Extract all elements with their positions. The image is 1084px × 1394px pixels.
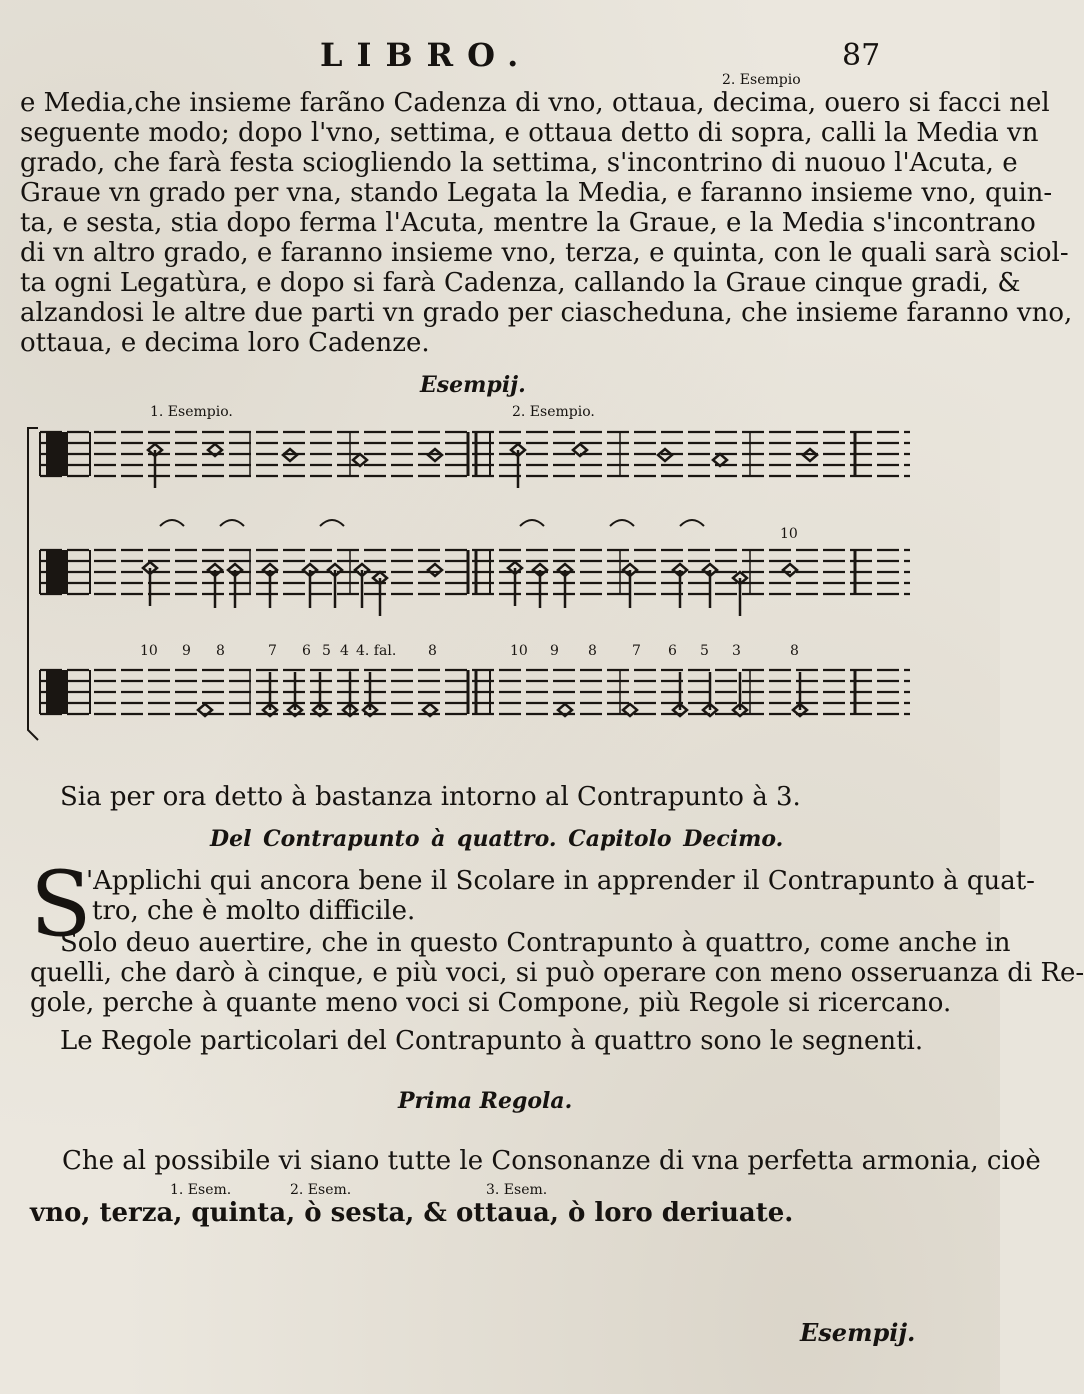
example-1-label: 1. Esempio. — [150, 404, 233, 420]
text-line: Graue vn grado per vna, stando Legata la Media, e faranno insieme vno, quin- — [20, 178, 1053, 208]
figure-number: 5 — [700, 643, 709, 659]
paragraph-3 — [30, 928, 1084, 1018]
text-line: gole, perche à quante meno voci si Compone, più Regole si ricercano. — [30, 988, 952, 1018]
running-title: LIBRO. — [320, 36, 533, 74]
clef-icon — [46, 670, 68, 714]
figure-number: 6 — [302, 643, 311, 659]
music-staff — [40, 550, 910, 594]
text-line: grado, che farà festa sciogliendo la settima, s'incontrino di nuouo l'Acuta, e — [20, 148, 1018, 178]
figure-number: 7 — [268, 643, 277, 659]
figure-top-number: 10 — [780, 526, 798, 542]
example-2-label: 2. Esempio. — [512, 404, 595, 420]
text-line: ta, e sesta, stia dopo ferma l'Acuta, mentre la Graue, e la Media s'incontrano — [20, 208, 1036, 238]
page-number: 87 — [842, 38, 881, 73]
figure-number: 8 — [588, 643, 597, 659]
rule-example-label: 1. Esem. — [170, 1182, 232, 1198]
figure-number: 10 — [140, 643, 158, 659]
text-line: ta ogni Legatùra, e dopo si farà Cadenza, callando la Graue cinque gradi, & — [20, 268, 1021, 298]
text-line: tro, che è molto difficile. — [92, 896, 416, 926]
rule-example-label: 2. Esem. — [290, 1182, 352, 1198]
music-staff — [40, 432, 910, 476]
figure-number: 8 — [216, 643, 225, 659]
text-line: 'Applichi qui ancora bene il Scolare in apprender il Contrapunto à quat- — [86, 866, 1035, 896]
drop-cap: S — [30, 852, 92, 957]
tie-mark — [680, 520, 704, 526]
closing-line: Sia per ora detto à bastanza intorno al Contrapunto à 3. — [60, 782, 801, 812]
figure-numbers-example-1 — [140, 643, 437, 659]
tie-mark — [160, 520, 184, 526]
figure-number: 8 — [428, 643, 437, 659]
text-line: e Media,che insieme farãno Cadenza di vno, ottaua, decima, ouero si facci nel — [20, 88, 1050, 118]
rule-text-2: vno, terza, quinta, ò sesta, & ottaua, ò loro deriuate. — [30, 1198, 794, 1228]
figure-number: 9 — [182, 643, 191, 659]
text-line: seguente modo; dopo l'vno, settima, e ottaua detto di sopra, calli la Media vn — [20, 118, 1039, 148]
note-head — [428, 564, 442, 576]
figure-number: 4. fal. — [356, 643, 397, 659]
text-line: di vn altro grado, e faranno insieme vno, terza, e quinta, con le quali sarà sciol- — [20, 238, 1069, 268]
chapter-heading: Del Contrapunto à quattro. Capitolo Decimo. — [210, 826, 784, 852]
music-staff — [40, 670, 910, 714]
note-head — [783, 564, 797, 576]
text-line: Solo deuo auertire, che in questo Contrapunto à quattro, come anche in — [60, 928, 1011, 958]
top-example-note: 2. Esempio — [722, 72, 801, 88]
text-line: ottaua, e decima loro Cadenze. — [20, 328, 430, 358]
figure-number: 8 — [790, 643, 799, 659]
rule-heading: Prima Regola. — [398, 1088, 573, 1114]
tie-mark — [320, 520, 344, 526]
rule-text-1: Che al possibile vi siano tutte le Consonanze di vna perfetta armonia, cioè — [62, 1146, 1041, 1176]
notes-example-2 — [508, 444, 817, 716]
figure-number: 3 — [732, 643, 741, 659]
figure-number: 4 — [340, 643, 349, 659]
examples-heading: Esempij. — [420, 372, 526, 398]
figure-number: 7 — [632, 643, 641, 659]
figure-number: 6 — [668, 643, 677, 659]
figure-numbers-example-2 — [510, 643, 799, 659]
figure-number: 5 — [322, 643, 331, 659]
figure-number: 10 — [510, 643, 528, 659]
paragraph-1 — [20, 88, 1073, 358]
clef-icon — [46, 550, 68, 594]
clef-icon — [46, 432, 68, 476]
rule-example-label: 3. Esem. — [486, 1182, 548, 1198]
text-line: quelli, che darò à cinque, e più voci, si può operare con meno osseruanza di Re- — [30, 958, 1084, 988]
tie-mark — [520, 520, 544, 526]
paragraph-2 — [86, 866, 1035, 926]
music-notation-figure — [20, 420, 920, 780]
paragraph-4: Le Regole particolari del Contrapunto à quattro sono le segnenti. — [60, 1026, 924, 1056]
footer-examples-heading: Esempij. — [800, 1318, 916, 1347]
figure-number: 9 — [550, 643, 559, 659]
text-line: alzandosi le altre due parti vn grado per ciascheduna, che insieme faranno vno, — [20, 298, 1073, 328]
tie-mark — [220, 520, 244, 526]
tie-mark — [610, 520, 634, 526]
notes-example-1 — [143, 444, 442, 716]
